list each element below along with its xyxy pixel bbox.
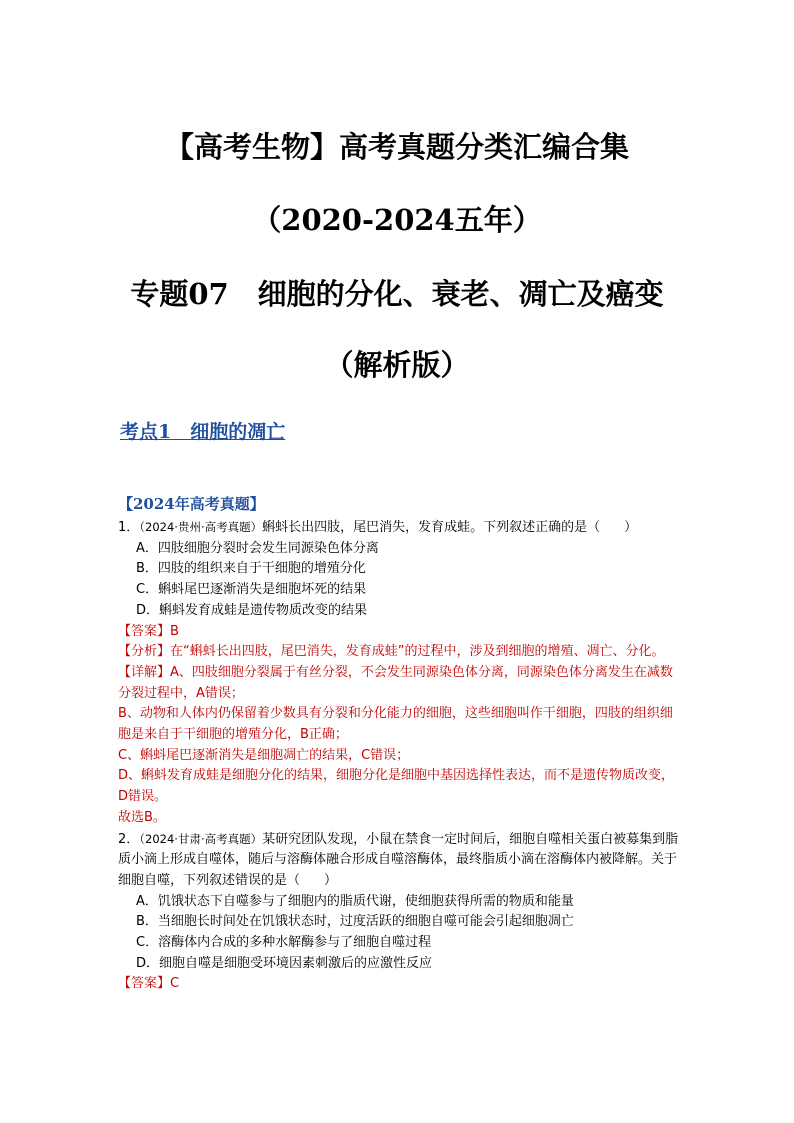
- question-source: （2024·贵州·高考真题）: [139, 520, 263, 534]
- detail-label: 【详解】: [118, 664, 171, 680]
- section-heading: 考点1 细胞的凋亡: [120, 421, 286, 443]
- question-1-detail-c: C、蝌蚪尾巴逐渐消失是细胞凋亡的结果，C错误；: [118, 747, 410, 763]
- question-2-option-b: B．当细胞长时间处在饥饿状态时，过度活跃的细胞自噬可能会引起细胞凋亡: [136, 914, 574, 930]
- question-1-detail-b: B、动物和人体内仍保留着少数具有分裂和分化能力的细胞，这些细胞叫作干细胞，四肢的组织细胞是来自于干细胞的增殖分化，B正确；: [118, 706, 673, 743]
- question-2-option-a: A．饥饿状态下自噬参与了细胞内的脂质代谢，使细胞获得所需的物质和能量: [136, 893, 574, 909]
- question-1-analysis: [118, 642, 684, 663]
- question-paren-end: ）: [624, 520, 638, 535]
- analysis-text: 在“蝌蚪长出四肢，尾巴消失，发育成蛙”的过程中，涉及到细胞的增殖、凋亡、分化。: [170, 644, 665, 660]
- question-1-option-c: C．蝌蚪尾巴逐渐消失是细胞坏死的结果: [136, 582, 367, 598]
- question-text: 某研究团队发现，小鼠在禁食一定时间后，细胞自噬相关蛋白被募集到脂质小滴上形成自噬体，随后与溶酶体融合形成自噬溶酶体，最终脂质小滴在溶酶体内被降解。关于细胞自噬，下列叙述错误的是（: [118, 831, 679, 888]
- document-title: 【高考生物】高考真题分类汇编合集: [164, 130, 629, 164]
- question-1-detail-a: [118, 663, 684, 704]
- question-2-option-c: C．溶酶体内合成的多种水解酶参与了细胞自噬过程: [136, 935, 432, 951]
- question-1-conclusion: 故选B。: [118, 809, 166, 825]
- question-2-stem: [118, 829, 684, 892]
- question-1-option-a: A．四肢细胞分裂时会发生同源染色体分离: [136, 540, 379, 556]
- question-1-option-d: D．蝌蚪发育成蛙是遗传物质改变的结果: [136, 602, 368, 618]
- document-edition: （解析版）: [324, 348, 470, 382]
- question-1-detail-d: D、蝌蚪发育成蛙是细胞分化的结果，细胞分化是细胞中基因选择性表达，而不是遗传物质改变，D错误。: [118, 768, 675, 805]
- document-year-range: （2020-2024五年）: [252, 203, 542, 237]
- answer-value: B: [170, 623, 179, 639]
- answer-label: 【答案】: [118, 623, 171, 639]
- document-topic: 专题07 细胞的分化、衰老、凋亡及癌变: [130, 277, 664, 311]
- question-paren-end: ）: [324, 872, 338, 888]
- answer-value: C: [170, 976, 180, 992]
- question-text: 蝌蚪长出四肢，尾巴消失，发育成蛙。下列叙述正确的是（: [262, 520, 601, 535]
- question-content: [118, 491, 684, 995]
- question-number: 1．: [118, 520, 140, 535]
- question-source: （2024·甘肃·高考真题）: [139, 831, 263, 846]
- question-2-option-d: D．细胞自噬是细胞受环境因素刺激后的应激性反应: [136, 955, 433, 971]
- question-1-option-b: B．四肢的组织来自于干细胞的增殖分化: [136, 561, 366, 577]
- answer-label: 【答案】: [118, 976, 171, 992]
- question-1-answer: [118, 622, 684, 643]
- question-number: 2．: [118, 831, 140, 847]
- question-2-answer: [118, 974, 684, 995]
- detail-text: A、四肢细胞分裂属于有丝分裂，不会发生同源染色体分离，同源染色体分离发生在减数分裂过程中，A错误；: [118, 664, 673, 701]
- question-1-stem: [118, 517, 684, 539]
- analysis-label: 【分析】: [118, 644, 171, 660]
- year-heading: 【2024年高考真题】: [118, 495, 265, 513]
